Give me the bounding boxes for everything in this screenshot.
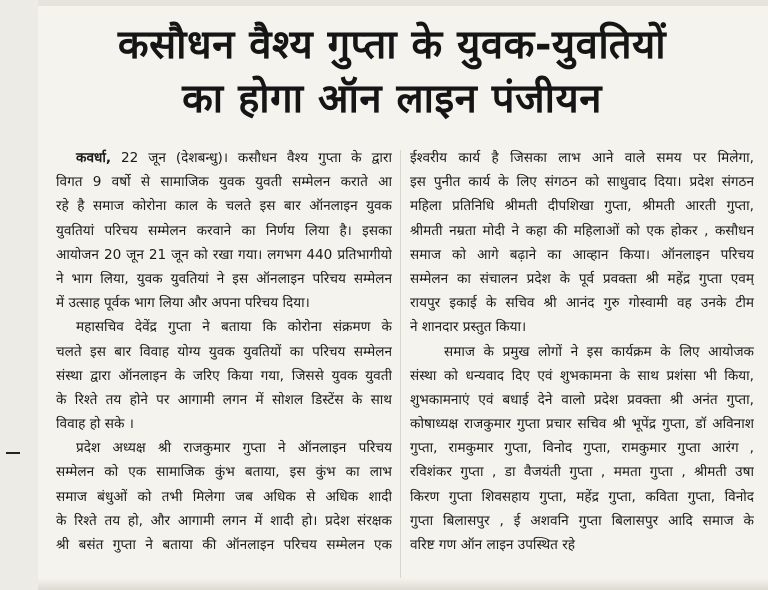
- text-line: किरण गुप्ता शिवसहाय गुप्ता, महेंद्र गुप्ता, कविता गुप्ता, विनोद: [410, 488, 754, 505]
- text-line: आयोजन 20 जून 21 जून को रखा गया। लगभग 440 प्रतिभागीयो: [56, 246, 392, 263]
- headline-line-1: कसौधन वैश्य गुप्ता के युवक-युवतियों: [117, 22, 667, 68]
- text-line: में उत्साह पूर्वक भाग लिया और अपना परिचय दिया।: [56, 295, 310, 312]
- margin-dash-mark: [6, 452, 20, 454]
- text-line: रविशंकर गुप्ता , डा वैजयंती गुप्ता , ममता गुप्ता , श्रीमती उषा: [410, 464, 754, 481]
- text-line: विवाह हो सके ।: [56, 416, 134, 433]
- text-line: श्रीमती नम्रता मोदी ने कहा की महिलाओं को एक होकर , कसौधन: [410, 222, 754, 239]
- text-line: समाज बंधुओं को तभी मिलेगा जब अधिक से अधिक शादी: [56, 488, 392, 505]
- text-line: ईश्वरीय कार्य है जिसका लाभ आने वाले समय पर मिलेगा,: [410, 150, 754, 166]
- text-line: [56, 146, 392, 170]
- text-line: सम्मेलन का संचालन प्रदेश के पूर्व प्रवक्ता श्री महेंद्र गुप्ता एवम्: [410, 270, 754, 287]
- page-top-edge: [0, 0, 768, 6]
- article-column-right: [410, 146, 754, 557]
- text-line: महिला प्रतिनिधि श्रीमती दीपशिखा गुप्ता, श्रीमती आरती गुप्ता,: [410, 198, 754, 215]
- text-line: के रिश्ते तय हो, और आगामी लगन में शादी हो। प्रदेश संरक्षक: [56, 512, 392, 529]
- text-line: समाज को आगे बढ़ाने का आव्हान किया। ऑनलाइन परिचय: [410, 246, 754, 263]
- text-line: इस पुनीत कार्य के लिए संगठन को साधुवाद दिया। प्रदेश संगठन: [410, 174, 754, 191]
- text-line: गुप्ता, रामकुमार गुप्ता, विनोद गुप्ता, रामकुमार गुप्ता आरंग ,: [410, 440, 754, 457]
- text-line: महासचिव देवेंद्र गुप्ता ने बताया कि कोरोना संक्रमण के: [76, 319, 392, 336]
- dateline: कवर्धा,: [76, 150, 112, 166]
- text-line: समाज के प्रमुख लोगों ने इस कार्यक्रम के लिए आयोजक: [444, 343, 754, 360]
- text-line: गुप्ता बिलासपुर , ई अशवनि गुप्ता बिलासपुर आदि समाज के: [410, 512, 754, 529]
- text-line: सम्मेलन को एक सामाजिक कुंभ बताया, इस कुंभ का लाभ: [56, 464, 392, 481]
- text-line: रायपुर इकाई के सचिव श्री आनंद गुरु गोस्वामी वह उनके टीम: [410, 295, 754, 312]
- headline-line-2: का होगा ऑन लाइन पंजीयन: [182, 76, 602, 122]
- text-line: रहे है समाज कोरोना काल के चलते इस बार ऑनलाइन युवक: [56, 198, 392, 215]
- text-line: शुभकामनाएं एवं बधाई देने वालो प्रदेश प्रवक्ता श्री अनंत गुप्ता,: [410, 391, 754, 408]
- text-line: कोषाध्यक्ष राजकुमार गुप्ता प्रचार सचिव श्री भूपेंद्र गुप्ता, डॉ अविनाश: [410, 416, 754, 433]
- text-line: ने शानदार प्रस्तुत किया।: [410, 319, 527, 336]
- column-divider: [400, 150, 401, 580]
- article-headline: [38, 18, 746, 126]
- text-line: चलते इस बार विवाह योग्य युवक युवतियों का परिचय सम्मेलन: [56, 343, 392, 360]
- text-line: के रिश्ते तय होने पर आगामी लगन में सोशल डिस्टेंस के साथ: [56, 391, 392, 408]
- page-left-margin: [0, 0, 38, 590]
- text-line: श्री बसंत गुप्ता ने बताया की ऑनलाइन परिचय सम्मेलन एक: [56, 537, 392, 553]
- text-line: संस्था द्वारा ऑनलाइन के जरिए किया गया, जिससे युवक युवती: [56, 367, 392, 384]
- text-line-content: 22 जून (देशबन्धु)। कसौधन वैश्य गुप्ता के द्वारा: [121, 150, 392, 166]
- page-bottom-edge: [38, 578, 768, 590]
- article-column-left: [56, 146, 392, 557]
- text-line: ने भाग लिया, युवक युवतियां ने इस ऑनलाइन परिचय सम्मेलन: [56, 270, 392, 287]
- text-line: संस्था को धन्यवाद दिए एवं शुभकामना के साथ प्रशंसा भी किया,: [410, 367, 754, 384]
- text-line: विगत 9 वर्षो से सामाजिक युवक युवती सम्मेलन कराते आ: [56, 174, 392, 191]
- text-line: वरिष्ट गण ऑन लाइन उपस्थित रहे: [410, 537, 575, 553]
- text-line: प्रदेश अध्यक्ष श्री राजकुमार गुप्ता ने ऑनलाइन परिचय: [76, 440, 392, 457]
- text-line: युवतियां परिचय सम्मेलन करवाने का निर्णय लिया है। इसका: [56, 222, 392, 239]
